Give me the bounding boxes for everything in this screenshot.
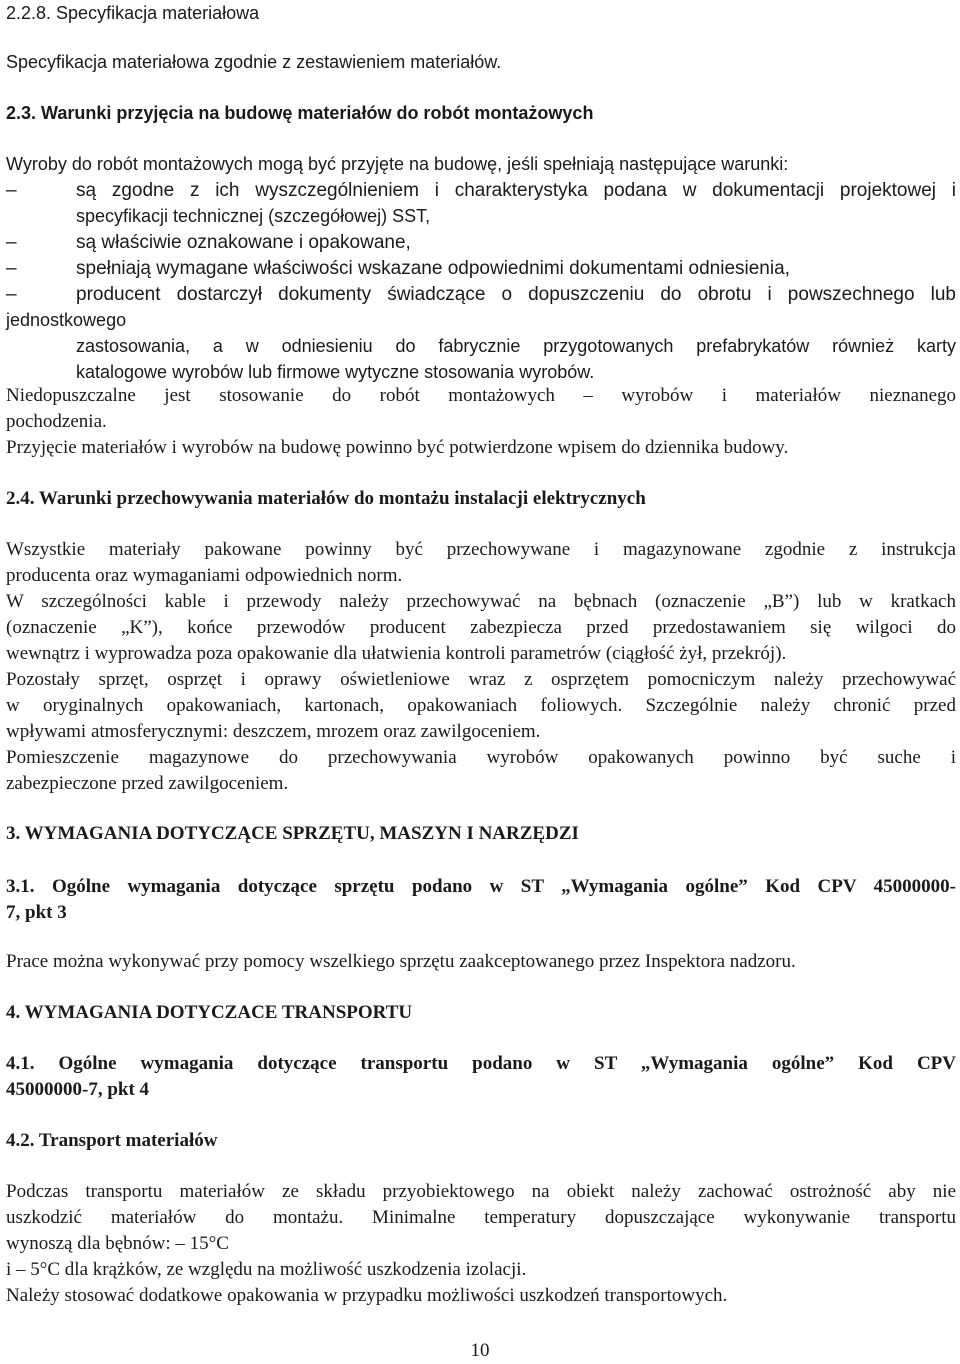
paragraph-line: Pozostały sprzęt, osprzęt i oprawy oświetleniowe wraz z osprzętem pomocniczym należy przechowywać xyxy=(6,669,956,690)
dash-bullet: – xyxy=(6,232,17,253)
list-item-text: są zgodne z ich wyszczególnieniem i charakterystyka podana w dokumentacji projektowej i xyxy=(76,180,956,201)
list-item-continuation: katalogowe wyrobów lub firmowe wytyczne stosowania wyrobów. xyxy=(76,362,595,382)
paragraph-line: wewnątrz i wyprowadza poza opakowanie dla ułatwienia kontroli parametrów (ciągłość żył, przekrój). xyxy=(6,643,787,664)
paragraph-line: wpływami atmosferycznymi: deszczem, mrozem oraz zawilgoceniem. xyxy=(6,721,541,742)
paragraph-line: zabezpieczone przed zawilgoceniem. xyxy=(6,773,289,794)
paragraph-line: uszkodzić materiałów do montażu. Minimalne temperatury dopuszczające wykonywanie transportu xyxy=(6,1207,956,1228)
paragraph-line: (oznaczenie „K”), końce przewodów producent zabezpiecza przed przedostawaniem się wilgoci do xyxy=(6,617,956,638)
dash-bullet: – xyxy=(6,180,17,201)
list-item-text: spełniają wymagane właściwości wskazane odpowiednimi dokumentami odniesienia, xyxy=(76,258,790,279)
paragraph-spec: Specyfikacja materiałowa zgodnie z zestawieniem materiałów. xyxy=(6,52,502,72)
paragraph-line: Podczas transportu materiałów ze składu przyobiektowego na obiekt należy zachować ostrożność aby nie xyxy=(6,1181,956,1202)
paragraph-line: W szczególności kable i przewody należy przechowywać na bębnach (oznaczenie „B”) lub w kratkach xyxy=(6,591,956,612)
paragraph: Niedopuszczalne jest stosowanie do robót montażowych – wyrobów i materiałów nieznanego xyxy=(6,385,956,406)
list-item-text: są właściwie oznakowane i opakowane, xyxy=(76,232,411,253)
heading-2-3: 2.3. Warunki przyjęcia na budowę materiałów do robót montażowych xyxy=(6,103,594,123)
dash-bullet: – xyxy=(6,284,17,305)
paragraph-line: Wszystkie materiały pakowane powinny być przechowywane i magazynowane zgodnie z instrukcja xyxy=(6,539,956,560)
paragraph-continuation: pochodzenia. xyxy=(6,411,107,432)
paragraph: Prace można wykonywać przy pomocy wszelkiego sprzętu zaakceptowanego przez Inspektora nadzoru. xyxy=(6,951,796,972)
heading-3: 3. WYMAGANIA DOTYCZĄCE SPRZĘTU, MASZYN I NARZĘDZI xyxy=(6,823,579,844)
list-item-continuation: jednostkowego xyxy=(6,310,127,330)
list-item-continuation: zastosowania, a w odniesieniu do fabrycznie przygotowanych prefabrykatów również karty xyxy=(76,336,956,356)
list-item-continuation: specyfikacji technicznej (szczegółowej) SST, xyxy=(76,206,431,226)
paragraph: Przyjęcie materiałów i wyrobów na budowę powinno być potwierdzone wpisem do dziennika budowy. xyxy=(6,437,789,458)
paragraph-line: i – 5°C dla krążków, ze względu na możliwość uszkodzenia izolacji. xyxy=(6,1259,527,1280)
heading-4-1: 4.1. Ogólne wymagania dotyczące transportu podano w ST „Wymagania ogólne” Kod CPV xyxy=(6,1053,956,1074)
heading-4-1-continuation: 45000000-7, pkt 4 xyxy=(6,1079,150,1100)
heading-4: 4. WYMAGANIA DOTYCZACE TRANSPORTU xyxy=(6,1002,413,1023)
paragraph-intro: Wyroby do robót montażowych mogą być przyjęte na budowę, jeśli spełniają następujące warunki: xyxy=(6,154,789,174)
heading-4-2: 4.2. Transport materiałów xyxy=(6,1130,218,1151)
list-item-text: producent dostarczył dokumenty świadczące o dopuszczeniu do obrotu i powszechnego lub xyxy=(76,284,956,305)
dash-bullet: – xyxy=(6,258,17,279)
paragraph-line: Pomieszczenie magazynowe do przechowywania wyrobów opakowanych powinno być suche i xyxy=(6,747,956,768)
heading-2-4: 2.4. Warunki przechowywania materiałów do montażu instalacji elektrycznych xyxy=(6,488,646,509)
heading-3-1-continuation: 7, pkt 3 xyxy=(6,902,67,923)
page-number: 10 xyxy=(470,1340,490,1361)
heading-2-2-8: 2.2.8. Specyfikacja materiałowa xyxy=(6,3,260,23)
heading-3-1: 3.1. Ogólne wymagania dotyczące sprzętu podano w ST „Wymagania ogólne” Kod CPV 45000000- xyxy=(6,876,956,897)
paragraph-line: Należy stosować dodatkowe opakowania w przypadku możliwości uszkodzeń transportowych. xyxy=(6,1285,728,1306)
paragraph-line: wynoszą dla bębnów: – 15°C xyxy=(6,1233,229,1254)
paragraph-line: producenta oraz wymaganiami odpowiednich norm. xyxy=(6,565,403,586)
paragraph-line: w oryginalnych opakowaniach, kartonach, opakowaniach foliowych. Szczególnie należy chronić przed xyxy=(6,695,956,716)
